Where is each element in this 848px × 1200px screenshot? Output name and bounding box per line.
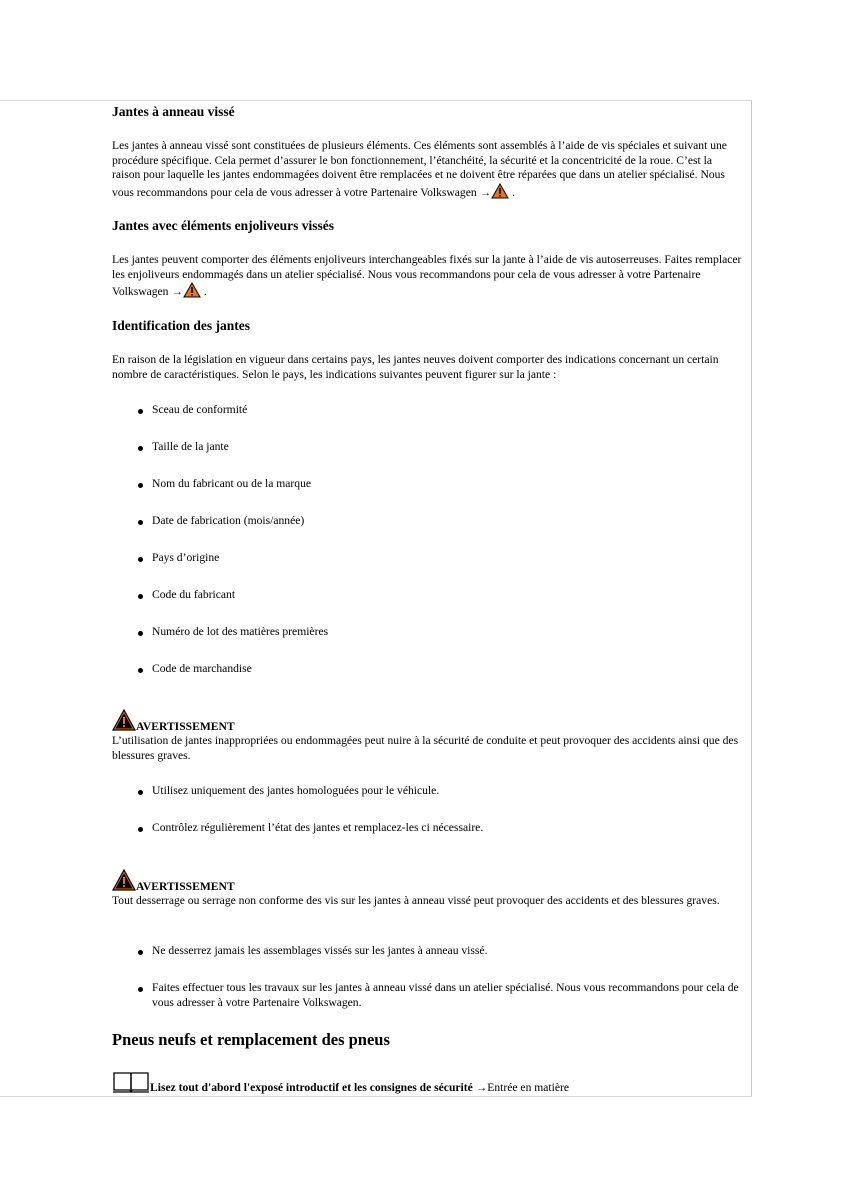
list-item: Numéro de lot des matières premières	[152, 625, 329, 638]
section-text-jantes-anneau: Les jantes à anneau vissé sont constituées de plusieurs éléments. Ces éléments sont assemblés à l’aide de vis spéciales et suivant une procédure spécifique. Cela permet d’assurer le bon fonctionnement, l’étanchéité, la sécurité et la concentricité de la roue. C’est la raison pour laquelle les jantes endommagées doivent être remplacées et ne doivent être réparées que dans un atelier spécialisé. Nous vous recommandons pour cela de vous adresser à votre Partenaire Volkswagen → .	[112, 139, 742, 203]
warning-triangle-icon	[112, 709, 136, 736]
list-item: Ne desserrez jamais les assemblages vissés sur les jantes à anneau vissé.	[152, 944, 488, 957]
list-item: Code de marchandise	[152, 662, 252, 675]
list-item: Pays d’origine	[152, 551, 220, 564]
section-title-pneus: Pneus neufs et remplacement des pneus	[112, 1030, 390, 1049]
intro-link[interactable]: →Entrée en matière	[475, 1081, 570, 1094]
list-item: Taille de la jante	[152, 440, 229, 453]
list-item: Utilisez uniquement des jantes homologuées pour le véhicule.	[152, 784, 440, 797]
warning-title: AVERTISSEMENT	[136, 720, 235, 733]
bullet	[138, 483, 143, 488]
warning-text: L’utilisation de jantes inappropriées ou endommagées peut nuire à la sécurité de conduite et peut provoquer des accidents ainsi que des blessures graves.	[112, 734, 739, 762]
bullet	[138, 557, 143, 562]
list-item: Faites effectuer tous les travaux sur les jantes à anneau vissé dans un atelier spécialisé. Nous vous recommandons pour cela de vous adresser à votre Partenaire Volkswagen.	[152, 981, 739, 1009]
section-title-jantes-anneau: Jantes à anneau vissé	[112, 104, 235, 119]
bullet	[138, 827, 143, 832]
bullet	[138, 668, 143, 673]
list-item: Date de fabrication (mois/année)	[152, 514, 305, 527]
section-title-jantes-enjoliveurs: Jantes avec éléments enjoliveurs vissés	[112, 218, 334, 233]
bullet	[138, 520, 143, 525]
bullet	[138, 950, 143, 955]
warning-icon[interactable]	[491, 183, 509, 204]
list-item: Code du fabricant	[152, 588, 236, 601]
bullet	[138, 446, 143, 451]
warning-text: Tout desserrage ou serrage non conforme des vis sur les jantes à anneau vissé peut provoquer des accidents et des blessures graves.	[112, 894, 720, 907]
warning-icon[interactable]	[183, 282, 201, 303]
bullet	[138, 790, 143, 795]
section-text-identification: En raison de la législation en vigueur dans certains pays, les jantes neuves doivent comporter des indications concernant un certain nombre de caractéristiques. Selon le pays, les indications suivantes peuvent figurer sur la jante :	[112, 353, 719, 381]
warning-title: AVERTISSEMENT	[136, 880, 235, 893]
section-text-jantes-enjoliveurs: Les jantes peuvent comporter des éléments enjoliveurs interchangeables fixés sur la jante à l’aide de vis autoserreuses. Faites remplacer les enjoliveurs endommagés dans un atelier spécialisé. Nous vous recommandons pour cela de vous adresser à votre Partenaire Volkswagen → .	[112, 253, 742, 303]
section-title-identification: Identification des jantes	[112, 318, 250, 333]
intro-line: Lisez tout d'abord l'exposé introductif et les consignes de sécurité →Entrée en matière	[150, 1081, 570, 1094]
list-item: Contrôlez régulièrement l’état des jantes et remplacez-les ci nécessaire.	[152, 821, 484, 834]
book-icon	[112, 1070, 150, 1099]
list-item: Nom du fabricant ou de la marque	[152, 477, 312, 490]
list-item: Sceau de conformité	[152, 403, 248, 416]
bullet	[138, 594, 143, 599]
bullet	[138, 987, 143, 992]
bullet	[138, 631, 143, 636]
warning-triangle-icon	[112, 869, 136, 896]
bullet	[138, 409, 143, 414]
